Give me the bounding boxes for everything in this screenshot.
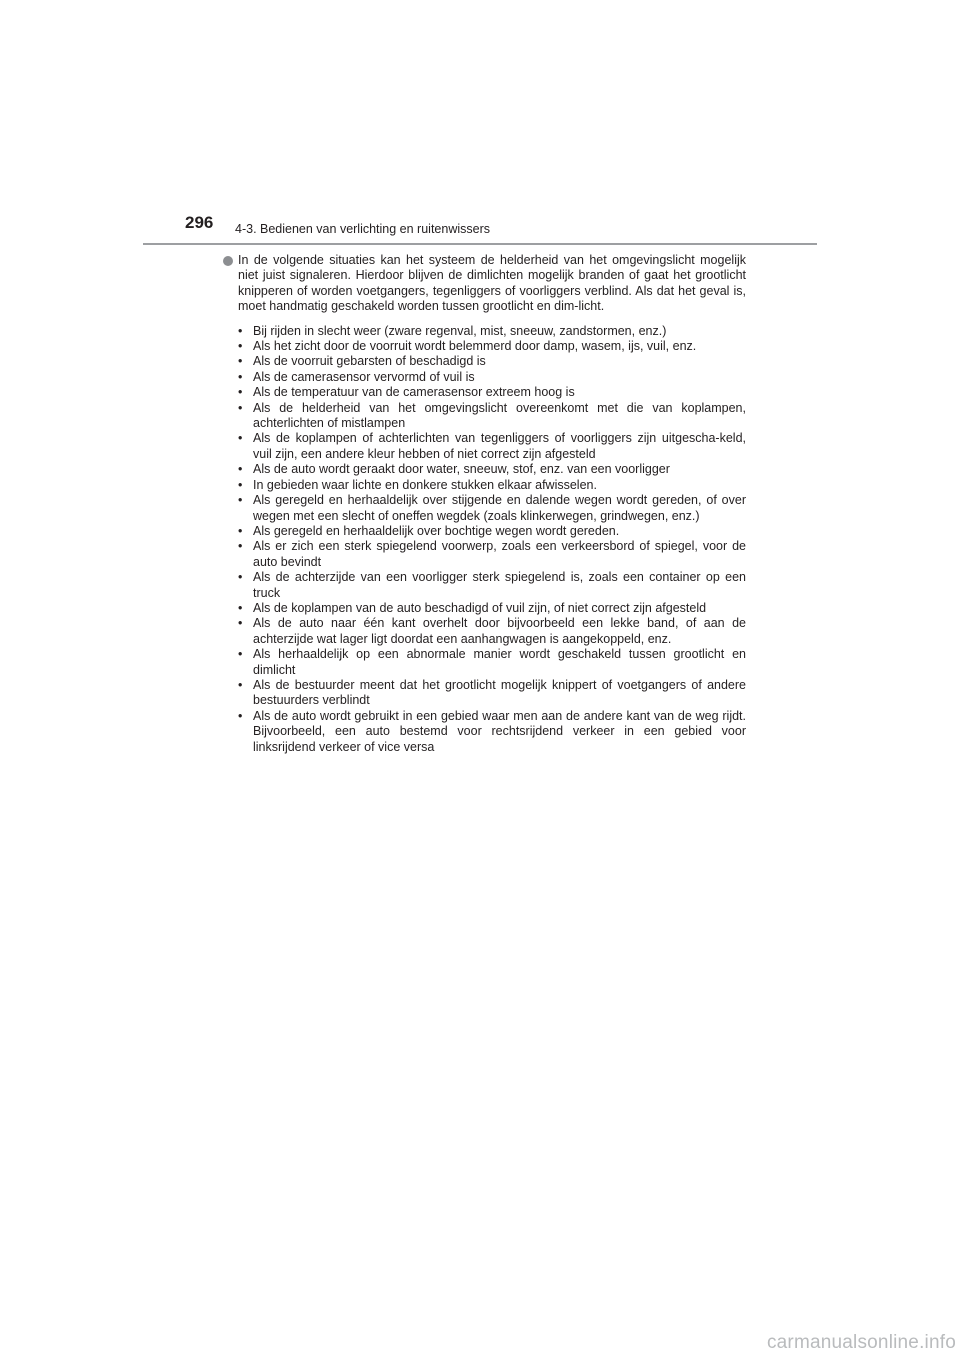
list-item-text: Als de voorruit gebarsten of beschadigd is (253, 354, 486, 369)
header-divider (143, 243, 817, 245)
list-bullet: • (238, 323, 243, 338)
list-item (222, 570, 746, 601)
list-bullet: • (238, 339, 243, 354)
list-item (222, 431, 746, 462)
list-item (222, 709, 746, 755)
list-item-text: Als het zicht door de voorruit wordt belemmerd door damp, wasem, ijs, vuil, enz. (253, 339, 697, 354)
list-bullet: • (238, 677, 243, 692)
list-bullet: • (238, 477, 243, 492)
page-number: 296 (185, 213, 214, 232)
list-bullet: • (238, 385, 243, 400)
list-bullet: • (238, 523, 243, 538)
list-bullet: • (238, 616, 243, 631)
list-bullet: • (238, 354, 243, 369)
list-item-text: Als de temperatuur van de camerasensor extreem hoog is (253, 385, 575, 400)
list-bullet: • (238, 462, 243, 477)
list-item-text: Als de auto wordt geraakt door water, sneeuw, stof, enz. van een voorligger (253, 462, 670, 477)
list-bullet: • (238, 600, 243, 615)
list-item (222, 478, 746, 493)
list-item (222, 678, 746, 709)
list-bullet: • (238, 647, 243, 662)
list-bullet: • (238, 431, 243, 446)
list-item-text: Als de auto naar één kant overhelt door bijvoorbeeld een lekke band, of aan de achterzijde wat lager ligt doordat een aanhangwagen is aangekoppeld, enz. (253, 616, 746, 646)
list-item-text: Als er zich een sterk spiegelend voorwerp, zoals een verkeersbord of spiegel, voor de auto bevindt (253, 539, 746, 569)
list-item (222, 339, 746, 354)
list-bullet: • (238, 570, 243, 585)
list-item (222, 616, 746, 647)
list-item (222, 493, 746, 524)
list-item-text: Als geregeld en herhaaldelijk over bochtige wegen wordt gereden. (253, 523, 620, 538)
conditions-list (222, 324, 746, 755)
list-item (222, 385, 746, 400)
section-title: 4-3. Bedienen van verlichting en ruitenwissers (235, 222, 490, 236)
list-bullet: • (238, 493, 243, 508)
list-item-text: Als herhaaldelijk op een abnormale manier wordt geschakeld tussen grootlicht en dimlicht (253, 647, 746, 677)
list-bullet: • (238, 369, 243, 384)
page-content (222, 253, 746, 755)
list-item (222, 601, 746, 616)
list-item (222, 462, 746, 477)
list-item-text: Als geregeld en herhaaldelijk over stijgende en dalende wegen wordt gereden, of over wegen met een slecht of oneffen wegdek (zoals klinkerwegen, grindwegen, enz.) (253, 493, 746, 523)
watermark: carmanualsonline.info (766, 1332, 956, 1353)
list-item (222, 401, 746, 432)
list-bullet: • (238, 539, 243, 554)
list-item-text: Als de auto wordt gebruikt in een gebied waar men aan de andere kant van de weg rijdt. Bijvoorbeeld, een auto bestemd voor rechtsrijdend verkeer in een gebied voor linksrijdend verkeer of vice versa (253, 708, 746, 754)
list-item-text: Als de koplampen van de auto beschadigd of vuil zijn, of niet correct zijn afgesteld (253, 600, 707, 615)
list-item-text: Als de helderheid van het omgevingslicht overeenkomt met die van koplampen, achterlichten of mistlampen (253, 400, 746, 431)
list-item (222, 370, 746, 385)
intro-text: In de volgende situaties kan het systeem de helderheid van het omgevingslicht mogelijk niet juist signaleren. Hierdoor blijven de dimlichten mogelijk branden of gaat het grootlicht knipperen of worden voetgangers, tegenliggers of voorliggers verblind. Als dat het geval is, moet handmatig geschakeld worden tussen grootlicht en dim-licht. (238, 253, 746, 314)
list-item-text: Bij rijden in slecht weer (zware regenval, mist, sneeuw, zandstormen, enz.) (253, 323, 667, 338)
list-item-text: Als de bestuurder meent dat het grootlicht mogelijk knippert of voetgangers of andere bestuurders verblindt (253, 677, 746, 708)
list-item (222, 539, 746, 570)
list-item-text: Als de camerasensor vervormd of vuil is (253, 369, 475, 384)
list-item-text: Als de achterzijde van een voorligger sterk spiegelend is, zoals een container op een truck (253, 570, 746, 600)
list-item-text: In gebieden waar lichte en donkere stukken elkaar afwisselen. (253, 477, 597, 492)
list-item (222, 647, 746, 678)
intro-paragraph (222, 253, 746, 315)
list-item (222, 354, 746, 369)
list-item (222, 524, 746, 539)
circle-bullet-icon (223, 256, 233, 266)
list-bullet: • (238, 708, 243, 723)
list-bullet: • (238, 400, 243, 415)
list-item-text: Als de koplampen of achterlichten van tegenliggers of voorliggers zijn uitgescha-keld, vuil zijn, een andere kleur hebben of niet correct zijn afgesteld (253, 431, 746, 461)
list-item (222, 324, 746, 339)
